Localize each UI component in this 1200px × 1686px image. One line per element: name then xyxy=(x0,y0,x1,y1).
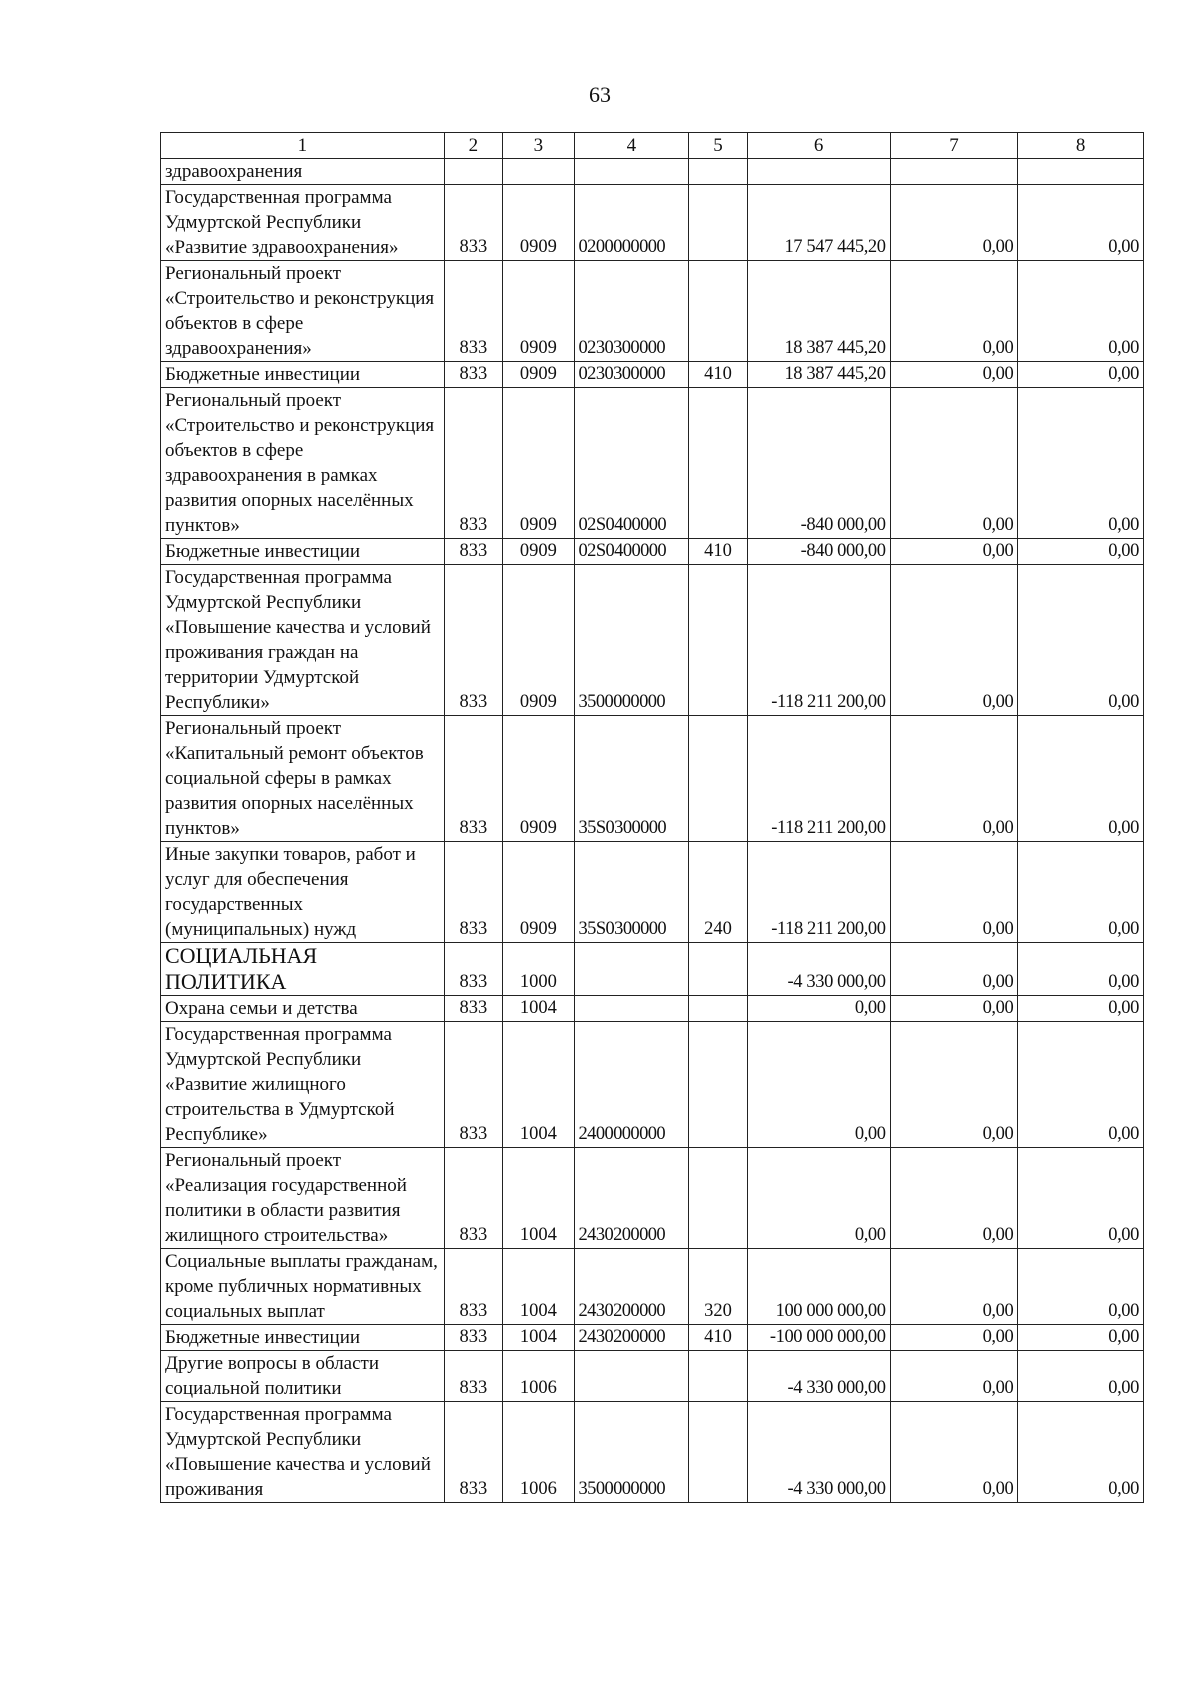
cell-amount: -4 330 000,00 xyxy=(747,1351,890,1402)
cell-amount: 17 547 445,20 xyxy=(747,185,890,261)
cell-amount: 0,00 xyxy=(1018,565,1144,716)
cell-amount: 0,00 xyxy=(747,1148,890,1249)
cell-target-code xyxy=(574,1351,689,1402)
cell-target-code: 2430200000 xyxy=(574,1249,689,1325)
cell-section: 1006 xyxy=(503,1351,574,1402)
column-header: 4 xyxy=(574,133,689,159)
row-name: Социальные выплаты гражданам, кроме публичных нормативных социальных выплат xyxy=(161,1249,445,1325)
row-name: Охрана семьи и детства xyxy=(161,996,445,1022)
cell-amount: 0,00 xyxy=(1018,539,1144,565)
cell-amount: 0,00 xyxy=(890,996,1018,1022)
cell-amount: 0,00 xyxy=(890,565,1018,716)
cell-ministry: 833 xyxy=(444,565,502,716)
cell-section xyxy=(503,159,574,185)
cell-amount: 0,00 xyxy=(890,1022,1018,1148)
cell-expense-type xyxy=(689,565,747,716)
row-name: здравоохранения xyxy=(161,159,445,185)
cell-amount: 0,00 xyxy=(890,1325,1018,1351)
row-name: Другие вопросы в области социальной политики xyxy=(161,1351,445,1402)
table-row xyxy=(161,261,1144,362)
row-name: Региональный проект «Строительство и реконструкция объектов в сфере здравоохранения» xyxy=(161,261,445,362)
table-row xyxy=(161,362,1144,388)
cell-ministry: 833 xyxy=(444,1249,502,1325)
cell-target-code: 2400000000 xyxy=(574,1022,689,1148)
cell-target-code xyxy=(574,996,689,1022)
cell-section: 0909 xyxy=(503,842,574,943)
cell-ministry: 833 xyxy=(444,1325,502,1351)
cell-amount: 0,00 xyxy=(890,388,1018,539)
cell-section: 1004 xyxy=(503,1022,574,1148)
cell-amount xyxy=(747,159,890,185)
cell-amount: 0,00 xyxy=(890,539,1018,565)
cell-target-code: 0200000000 xyxy=(574,185,689,261)
table-row xyxy=(161,1148,1144,1249)
row-name: Государственная программа Удмуртской Республики «Повышение качества и условий проживания xyxy=(161,1402,445,1503)
cell-section: 1006 xyxy=(503,1402,574,1503)
cell-amount: 0,00 xyxy=(1018,1249,1144,1325)
cell-ministry: 833 xyxy=(444,1351,502,1402)
table-row xyxy=(161,842,1144,943)
table-row xyxy=(161,943,1144,996)
cell-target-code: 2430200000 xyxy=(574,1148,689,1249)
cell-amount: 0,00 xyxy=(1018,996,1144,1022)
cell-expense-type xyxy=(689,996,747,1022)
cell-amount: 0,00 xyxy=(1018,1148,1144,1249)
row-name: СОЦИАЛЬНАЯ ПОЛИТИКА xyxy=(161,943,445,996)
cell-amount: 0,00 xyxy=(890,1148,1018,1249)
table-row xyxy=(161,1249,1144,1325)
cell-ministry xyxy=(444,159,502,185)
cell-target-code: 02S0400000 xyxy=(574,539,689,565)
cell-expense-type xyxy=(689,943,747,996)
row-name: Бюджетные инвестиции xyxy=(161,1325,445,1351)
cell-amount: 0,00 xyxy=(1018,943,1144,996)
row-name: Государственная программа Удмуртской Республики «Повышение качества и условий проживания граждан на территории Удмуртской Республики» xyxy=(161,565,445,716)
cell-section: 0909 xyxy=(503,539,574,565)
cell-amount: 0,00 xyxy=(890,1351,1018,1402)
cell-section: 0909 xyxy=(503,185,574,261)
cell-ministry: 833 xyxy=(444,943,502,996)
cell-amount: 0,00 xyxy=(747,1022,890,1148)
cell-ministry: 833 xyxy=(444,842,502,943)
budget-table xyxy=(160,132,1144,1503)
cell-amount: 0,00 xyxy=(890,842,1018,943)
cell-expense-type xyxy=(689,185,747,261)
cell-amount: 0,00 xyxy=(890,943,1018,996)
cell-ministry: 833 xyxy=(444,388,502,539)
table-row xyxy=(161,1351,1144,1402)
column-header: 6 xyxy=(747,133,890,159)
column-header: 1 xyxy=(161,133,445,159)
table-row xyxy=(161,388,1144,539)
cell-ministry: 833 xyxy=(444,185,502,261)
table-row xyxy=(161,1402,1144,1503)
table-row xyxy=(161,539,1144,565)
cell-amount: 0,00 xyxy=(890,261,1018,362)
cell-expense-type: 320 xyxy=(689,1249,747,1325)
cell-expense-type: 240 xyxy=(689,842,747,943)
cell-amount: 0,00 xyxy=(890,1249,1018,1325)
cell-target-code: 0230300000 xyxy=(574,261,689,362)
cell-amount: 0,00 xyxy=(890,716,1018,842)
cell-expense-type xyxy=(689,1351,747,1402)
cell-target-code: 0230300000 xyxy=(574,362,689,388)
cell-expense-type: 410 xyxy=(689,1325,747,1351)
cell-section: 0909 xyxy=(503,261,574,362)
cell-amount: 0,00 xyxy=(1018,388,1144,539)
cell-section: 0909 xyxy=(503,716,574,842)
cell-amount: 100 000 000,00 xyxy=(747,1249,890,1325)
page-number: 63 xyxy=(589,82,611,107)
cell-ministry: 833 xyxy=(444,539,502,565)
cell-amount: 0,00 xyxy=(1018,1325,1144,1351)
cell-amount: -4 330 000,00 xyxy=(747,1402,890,1503)
cell-expense-type xyxy=(689,1148,747,1249)
row-name: Государственная программа Удмуртской Республики «Развитие жилищного строительства в Удмуртской Республике» xyxy=(161,1022,445,1148)
column-header: 7 xyxy=(890,133,1018,159)
cell-amount: 0,00 xyxy=(1018,716,1144,842)
column-header: 2 xyxy=(444,133,502,159)
table-row xyxy=(161,1022,1144,1148)
cell-amount: 18 387 445,20 xyxy=(747,261,890,362)
cell-expense-type xyxy=(689,159,747,185)
cell-section: 1004 xyxy=(503,1148,574,1249)
row-name: Бюджетные инвестиции xyxy=(161,539,445,565)
cell-section: 0909 xyxy=(503,388,574,539)
cell-amount: 0,00 xyxy=(1018,362,1144,388)
cell-section: 1000 xyxy=(503,943,574,996)
cell-expense-type xyxy=(689,1402,747,1503)
table-row xyxy=(161,565,1144,716)
cell-amount: -118 211 200,00 xyxy=(747,842,890,943)
column-header: 3 xyxy=(503,133,574,159)
cell-amount: -840 000,00 xyxy=(747,539,890,565)
cell-amount: 0,00 xyxy=(890,1402,1018,1503)
cell-ministry: 833 xyxy=(444,1402,502,1503)
cell-target-code: 02S0400000 xyxy=(574,388,689,539)
cell-ministry: 833 xyxy=(444,1148,502,1249)
table-row xyxy=(161,996,1144,1022)
cell-expense-type xyxy=(689,388,747,539)
cell-amount xyxy=(1018,159,1144,185)
cell-ministry: 833 xyxy=(444,716,502,842)
cell-amount: 0,00 xyxy=(1018,1022,1144,1148)
row-name: Региональный проект «Строительство и реконструкция объектов в сфере здравоохранения в рамках развития опорных населённых пунктов» xyxy=(161,388,445,539)
cell-ministry: 833 xyxy=(444,362,502,388)
cell-target-code: 35S0300000 xyxy=(574,842,689,943)
row-name: Региональный проект «Капитальный ремонт объектов социальной сферы в рамках развития опорных населённых пунктов» xyxy=(161,716,445,842)
cell-amount xyxy=(890,159,1018,185)
cell-amount: -840 000,00 xyxy=(747,388,890,539)
table-row xyxy=(161,716,1144,842)
cell-amount: -118 211 200,00 xyxy=(747,565,890,716)
cell-amount: 0,00 xyxy=(1018,1402,1144,1503)
cell-amount: 0,00 xyxy=(1018,1351,1144,1402)
cell-expense-type xyxy=(689,261,747,362)
cell-target-code: 3500000000 xyxy=(574,565,689,716)
table-header-row xyxy=(161,133,1144,159)
column-header: 8 xyxy=(1018,133,1144,159)
cell-ministry: 833 xyxy=(444,1022,502,1148)
row-name: Бюджетные инвестиции xyxy=(161,362,445,388)
table-row xyxy=(161,1325,1144,1351)
cell-section: 1004 xyxy=(503,996,574,1022)
cell-target-code: 35S0300000 xyxy=(574,716,689,842)
cell-expense-type xyxy=(689,1022,747,1148)
cell-expense-type: 410 xyxy=(689,539,747,565)
cell-amount: 18 387 445,20 xyxy=(747,362,890,388)
cell-section: 0909 xyxy=(503,362,574,388)
cell-section: 1004 xyxy=(503,1249,574,1325)
cell-section: 0909 xyxy=(503,565,574,716)
cell-section: 1004 xyxy=(503,1325,574,1351)
row-name: Иные закупки товаров, работ и услуг для обеспечения государственных (муниципальных) нужд xyxy=(161,842,445,943)
cell-amount: 0,00 xyxy=(890,362,1018,388)
cell-amount: 0,00 xyxy=(1018,842,1144,943)
cell-amount: -118 211 200,00 xyxy=(747,716,890,842)
cell-target-code xyxy=(574,159,689,185)
cell-expense-type: 410 xyxy=(689,362,747,388)
row-name: Региональный проект «Реализация государственной политики в области развития жилищного строительства» xyxy=(161,1148,445,1249)
cell-ministry: 833 xyxy=(444,996,502,1022)
cell-expense-type xyxy=(689,716,747,842)
cell-amount: 0,00 xyxy=(747,996,890,1022)
table-row xyxy=(161,159,1144,185)
cell-target-code: 2430200000 xyxy=(574,1325,689,1351)
row-name: Государственная программа Удмуртской Республики «Развитие здравоохранения» xyxy=(161,185,445,261)
cell-target-code xyxy=(574,943,689,996)
cell-ministry: 833 xyxy=(444,261,502,362)
cell-amount: 0,00 xyxy=(890,185,1018,261)
column-header: 5 xyxy=(689,133,747,159)
cell-amount: -4 330 000,00 xyxy=(747,943,890,996)
cell-amount: -100 000 000,00 xyxy=(747,1325,890,1351)
table-row xyxy=(161,185,1144,261)
cell-amount: 0,00 xyxy=(1018,185,1144,261)
cell-amount: 0,00 xyxy=(1018,261,1144,362)
cell-target-code: 3500000000 xyxy=(574,1402,689,1503)
